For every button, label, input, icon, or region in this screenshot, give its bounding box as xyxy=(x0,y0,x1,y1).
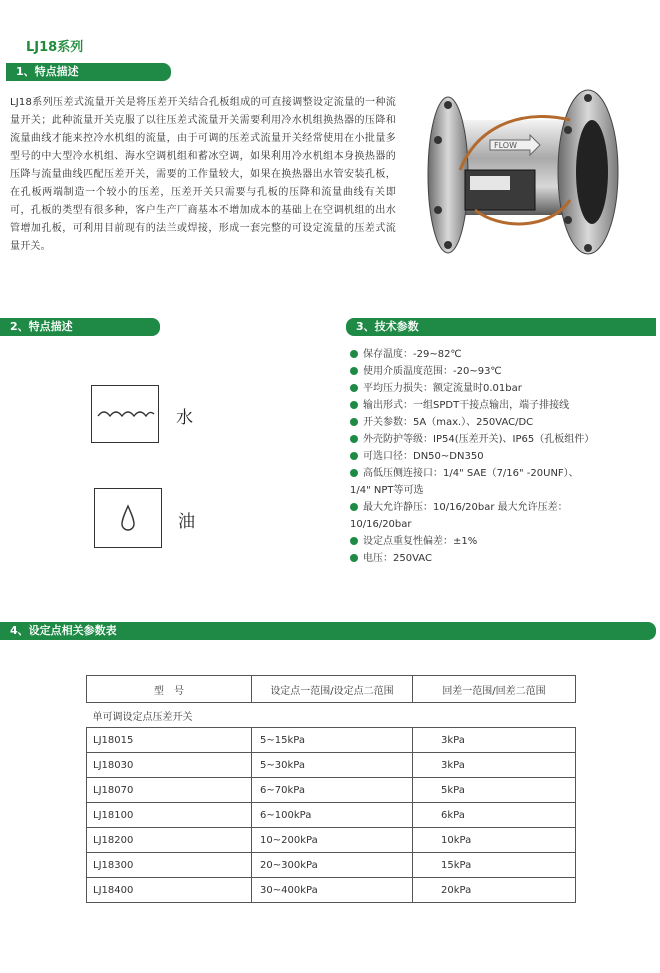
cell-differential: 20kPa xyxy=(413,878,576,903)
table-header-row xyxy=(87,676,576,703)
description-paragraph: LJ18系列压差式流量开关是将压差开关结合孔板组成的可直接调整设定流量的一种流量开关；此种流量开关克服了以往压差式流量开关需要利用冷水机组换热器的压降和流量曲线才能来控冷水机组的流量，由于可调的压差式流量开关经常使用在小批量多型号的中大型冷水机组、海水空调机组和蓄冰空调，如果利用冷水机组本身换热器的压降与流量曲线匹配压差开关，需要的工作量较大，如果在换热器出水管安装孔板，在孔板两端制造一个较小的压差，压差开关只需要与孔板的压降和流量曲线有关即可，孔板的类型有很多种，客户生产厂商基本不增加成本的基础上在空调机组的出水管增加孔板，可利用目前现有的法兰或焊接，形成一套完整的可设定流量的压差式流量开关。 xyxy=(10,97,396,252)
section-header-table: 4、设定点相关参数表 xyxy=(0,622,656,640)
spec-item: 输出形式：一组SPDT干接点输出，端子排接线 xyxy=(350,397,650,414)
spec-item: 使用介质温度范围：-20~93℃ xyxy=(350,363,650,380)
col-header-differential: 回差一范围/回差二范围 xyxy=(413,676,576,703)
spec-item: 高低压侧连接口：1/4" SAE（7/16" -20UNF）、 1/4" NPT等可选 xyxy=(350,468,579,496)
cell-model: LJ18400 xyxy=(87,878,252,903)
spec-item: 可选口径：DN50~DN350 xyxy=(350,448,650,465)
cell-setpoint: 5~15kPa xyxy=(252,728,413,753)
cell-differential: 15kPa xyxy=(413,853,576,878)
cell-setpoint: 6~70kPa xyxy=(252,778,413,803)
spec-item: 外壳防护等级：IP54(压差开关)、IP65（孔板组件） xyxy=(350,431,650,448)
cell-model: LJ18300 xyxy=(87,853,252,878)
cell-model: LJ18015 xyxy=(87,728,252,753)
col-header-setpoint: 设定点一范围/设定点二范围 xyxy=(252,676,413,703)
table-row xyxy=(87,828,576,853)
water-label: 水 xyxy=(176,408,193,428)
cell-setpoint: 5~30kPa xyxy=(252,753,413,778)
spec-list xyxy=(350,346,650,567)
spec-item: 电压：250VAC xyxy=(350,550,650,567)
oil-label: 油 xyxy=(178,512,195,532)
table-row xyxy=(87,878,576,903)
cell-differential: 3kPa xyxy=(413,728,576,753)
table-row xyxy=(87,753,576,778)
cell-model: LJ18200 xyxy=(87,828,252,853)
cell-model: LJ18070 xyxy=(87,778,252,803)
cell-model: LJ18100 xyxy=(87,803,252,828)
section-header-features: 1、特点描述 xyxy=(6,63,171,81)
col-header-model: 型 号 xyxy=(87,676,252,703)
spec-item: 设定点重复性偏差：±1% xyxy=(350,533,650,550)
cell-setpoint: 10~200kPa xyxy=(252,828,413,853)
spec-item: 平均压力损失：额定流量时0.01bar xyxy=(350,380,650,397)
oil-drop-icon xyxy=(94,488,162,548)
section-header-specs: 3、技术参数 xyxy=(346,318,656,336)
cell-model: LJ18030 xyxy=(87,753,252,778)
table-row xyxy=(87,778,576,803)
cell-setpoint: 20~300kPa xyxy=(252,853,413,878)
cell-differential: 3kPa xyxy=(413,753,576,778)
section-header-media: 2、特点描述 xyxy=(0,318,160,336)
flow-label: FLOW xyxy=(494,141,517,150)
series-title: LJ18系列 xyxy=(26,40,84,55)
cell-differential: 6kPa xyxy=(413,803,576,828)
table-row xyxy=(87,853,576,878)
cell-differential: 5kPa xyxy=(413,778,576,803)
spec-item: 最大允许静压：10/16/20bar 最大允许压差： 10/16/20bar xyxy=(350,502,568,530)
spec-item: 保存温度：-29~82℃ xyxy=(350,346,650,363)
product-image xyxy=(420,80,620,270)
table-subheader: 单可调设定点压差开关 xyxy=(87,703,576,728)
cell-setpoint: 6~100kPa xyxy=(252,803,413,828)
spec-item: 开关参数：5A（max.）、250VAC/DC xyxy=(350,414,650,431)
water-wave-icon xyxy=(91,385,159,443)
cell-differential: 10kPa xyxy=(413,828,576,853)
setpoint-table xyxy=(86,675,576,903)
table-subheader-row xyxy=(87,703,576,728)
table-row xyxy=(87,728,576,753)
table-row xyxy=(87,803,576,828)
cell-setpoint: 30~400kPa xyxy=(252,878,413,903)
